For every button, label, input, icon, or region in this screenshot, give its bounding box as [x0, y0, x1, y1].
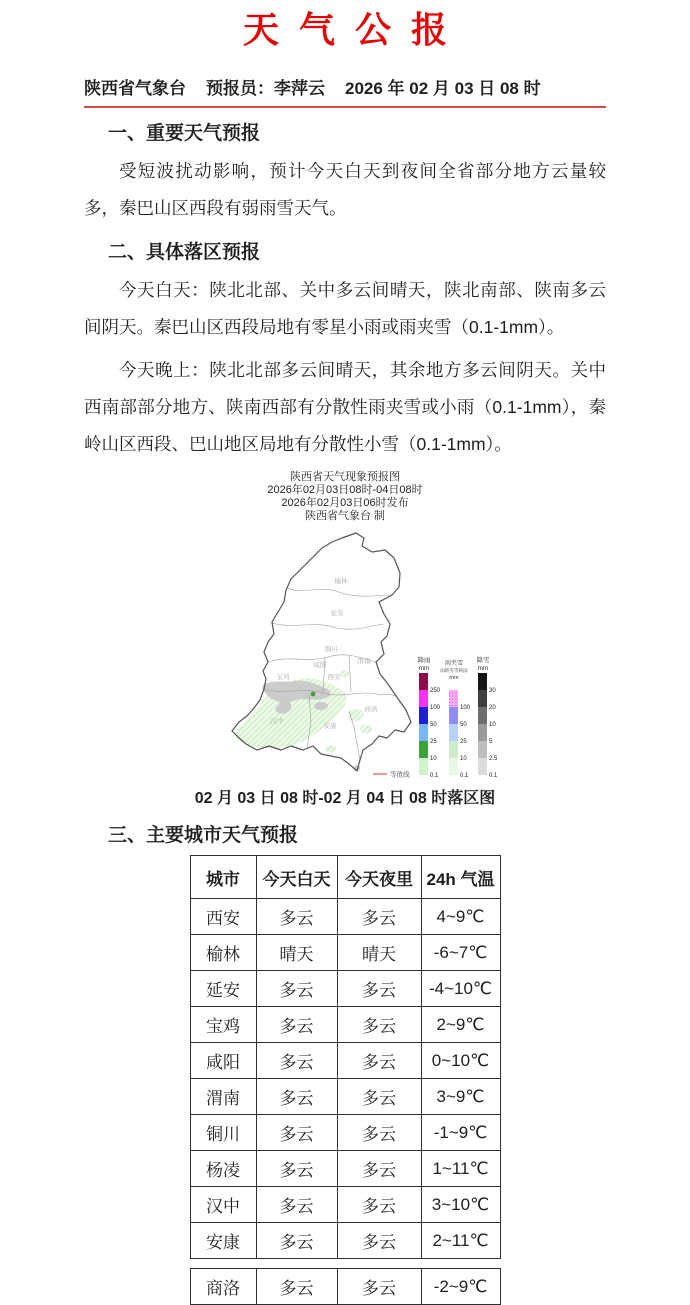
col-header-temp: 24h 气温 — [421, 856, 500, 899]
svg-text:0.1: 0.1 — [430, 773, 439, 779]
table-row: 安康 多云 多云 2~11℃ — [190, 1223, 500, 1259]
map-issue-time: 2026年02月03日06时发布 — [281, 497, 409, 509]
issue-datetime: 2026 年 02 月 03 日 08 时 — [345, 79, 541, 98]
map-label-hanzhong: 汉中 — [270, 718, 284, 725]
map-label-weinan: 渭南 — [357, 658, 371, 665]
weather-bulletin-page — [0, 8, 690, 1298]
legend-sleet — [440, 659, 470, 779]
svg-text:0.1: 0.1 — [489, 773, 498, 779]
svg-text:25: 25 — [430, 739, 437, 745]
section3-heading: 三、主要城市天气预报 — [108, 825, 299, 846]
section1-heading: 一、重要天气预报 — [108, 123, 261, 144]
table-row: 杨凌 多云 多云 1~11℃ — [190, 1151, 500, 1187]
legend-snow-unit: mm — [477, 665, 489, 672]
map-label-yulin: 榆林 — [334, 578, 348, 585]
map-label-xianyang: 咸阳 — [313, 662, 327, 669]
map-label-yanan: 延安 — [330, 610, 344, 617]
map-label-shangluo: 商洛 — [364, 706, 378, 713]
table-row: 宝鸡 多云 多云 2~9℃ — [190, 1007, 500, 1043]
svg-text:5: 5 — [489, 739, 493, 745]
forecaster-name: 预报员：李萍云 — [206, 79, 325, 98]
section2-paragraph-night: 今天晚上：陕北北部多云间晴天，其余地方多云间阴天。关中西南部部分地方、陕南西部有分散性雨夹雪或小雨（0.1-1mm），秦岭山区西段、巴山地区局地有分散性小雪（0.1-1mm）。 — [84, 360, 606, 454]
table-row: 咸阳 多云 多云 0~10℃ — [190, 1043, 500, 1079]
map-title: 陕西省天气现象预报图 — [290, 471, 400, 483]
legend-isoline — [373, 770, 410, 779]
svg-text:20: 20 — [489, 705, 496, 711]
legend-isoline-label: 等值线 — [390, 771, 410, 779]
legend-snow — [477, 655, 499, 779]
shaanxi-forecast-map — [173, 525, 517, 783]
city-weather-table — [190, 855, 501, 1259]
map-caption: 02 月 03 日 08 时-02 月 04 日 08 时落区图 — [194, 790, 496, 807]
map-label-baoji: 宝鸡 — [276, 674, 290, 681]
svg-text:50: 50 — [430, 722, 437, 728]
table-row: 西安 多云 多云 4~9℃ — [190, 899, 500, 935]
legend-rain-unit: mm — [418, 665, 430, 672]
svg-text:10: 10 — [460, 756, 467, 762]
svg-text:10: 10 — [430, 756, 437, 762]
svg-text:0.1: 0.1 — [460, 773, 469, 779]
legend-sleet-title: 雨夹雪 — [444, 661, 464, 667]
svg-text:10: 10 — [489, 722, 496, 728]
svg-text:25: 25 — [460, 739, 467, 745]
map-label-ankang: 安康 — [323, 723, 337, 730]
col-header-night: 今天夜里 — [337, 856, 421, 899]
map-producer: 陕西省气象台 制 — [304, 510, 386, 522]
section2-heading: 二、具体落区预报 — [108, 242, 261, 263]
station-name: 陕西省气象台 — [84, 79, 186, 98]
legend-snow-title: 降雪 — [476, 657, 490, 664]
section1-paragraph: 受短波扰动影响，预计今天白天到夜间全省部分地方云量较多，秦巴山区西段有弱雨雪天气。 — [84, 161, 606, 218]
legend-sleet-subtitle: 雨转雪雪转雨 — [440, 668, 468, 673]
city-weather-table-continued — [190, 1268, 501, 1305]
svg-text:100: 100 — [460, 705, 471, 711]
table-row: 汉中 多云 多云 3~10℃ — [190, 1187, 500, 1223]
svg-text:50: 50 — [460, 722, 467, 728]
small-rain-dot — [311, 692, 316, 697]
legend-rain-title: 降雨 — [417, 657, 431, 664]
map-label-xian: 西安 — [327, 674, 341, 681]
svg-text:250: 250 — [430, 688, 441, 694]
table-row: 铜川 多云 多云 -1~9℃ — [190, 1115, 500, 1151]
meta-line — [84, 74, 606, 108]
col-header-city: 城市 — [190, 856, 256, 899]
table-row: 渭南 多云 多云 3~9℃ — [190, 1079, 500, 1115]
forecast-map-block — [173, 471, 517, 783]
svg-text:100: 100 — [430, 705, 441, 711]
table-row: 商洛 多云 多云 -2~9℃ — [190, 1269, 500, 1305]
svg-text:30: 30 — [489, 688, 496, 694]
table-row: 延安 多云 多云 -4~10℃ — [190, 971, 500, 1007]
col-header-day: 今天白天 — [256, 856, 337, 899]
legend-sleet-unit: mm — [449, 675, 459, 681]
svg-text:2.5: 2.5 — [489, 756, 498, 762]
legend-rain — [418, 655, 441, 779]
map-label-tongchuan: 铜川 — [324, 646, 338, 653]
section2-paragraph-day: 今天白天：陕北北部、关中多云间晴天，陕北南部、陕南多云间阴天。秦巴山区西段局地有零星小雨或雨夹雪（0.1-1mm）。 — [84, 280, 606, 337]
table-header-row — [190, 856, 500, 899]
table-row: 榆林 晴天 晴天 -6~7℃ — [190, 935, 500, 971]
map-valid-period: 2026年02月03日08时-04日08时 — [267, 484, 423, 496]
page-title: 天气公报 — [242, 9, 467, 50]
